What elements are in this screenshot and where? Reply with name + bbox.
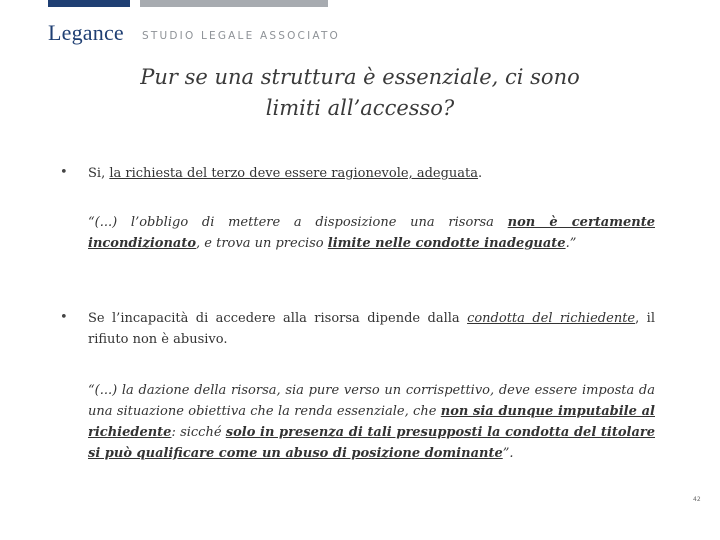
bullet-text-2 bbox=[88, 308, 655, 350]
header-accent-bar-dark bbox=[48, 0, 130, 7]
quote-2-part-3: ”. bbox=[502, 446, 514, 461]
quote-2-part-1: “(...) la dazione della risorsa, sia pure verso un corrispettivo, deve essere imposta da una situazione obiettiva che la renda essenziale, che bbox=[88, 383, 655, 419]
legance-logo: Legance bbox=[48, 20, 124, 45]
quote-1 bbox=[88, 212, 655, 254]
bullet-marker-2: • bbox=[60, 310, 68, 325]
logo-tagline: STUDIO LEGALE ASSOCIATO bbox=[142, 30, 341, 42]
quote-1-emphasis-1: non è certamente incondizionato bbox=[88, 215, 655, 251]
quote-1-part-1: “(...) l’obbligo di mettere a disposizione una risorsa bbox=[88, 215, 508, 230]
bullet-2-pre: Se l’incapacità di accedere alla risorsa dipende dalla bbox=[88, 311, 468, 326]
slide-title bbox=[40, 62, 680, 124]
bullet-text-1 bbox=[88, 163, 655, 184]
quote-1-emphasis-2: limite nelle condotte inadeguate bbox=[327, 236, 566, 251]
bullet-1-underlined: la richiesta del terzo deve essere ragionevole, adeguata bbox=[109, 166, 479, 181]
quote-2 bbox=[88, 380, 655, 464]
bullet-1-post: . bbox=[478, 166, 483, 181]
slide-title-line-2: limiti all’accesso? bbox=[265, 96, 455, 120]
quote-2-emphasis-2: solo in presenza di tali presupposti la condotta del titolare si può qualificare come un abuso di posizione dominante bbox=[88, 425, 655, 461]
bullet-2-underlined: condotta del richiedente bbox=[467, 311, 636, 326]
bullet-1-pre: Si, bbox=[88, 166, 110, 181]
quote-2-emphasis-1: non sia dunque imputabile al richiedente bbox=[88, 404, 655, 440]
quote-1-part-3: .” bbox=[565, 236, 577, 251]
header-accent-bar-gray bbox=[140, 0, 328, 7]
quote-2-part-2: : sicché bbox=[171, 425, 226, 440]
bullet-2-post: , il rifiuto non è abusivo. bbox=[88, 311, 655, 347]
bullet-marker-1: • bbox=[60, 165, 68, 180]
quote-1-part-2: , e trova un preciso bbox=[196, 236, 328, 251]
page-number: 42 bbox=[693, 496, 701, 503]
slide-title-line-1: Pur se una struttura è essenziale, ci sono bbox=[140, 65, 580, 89]
